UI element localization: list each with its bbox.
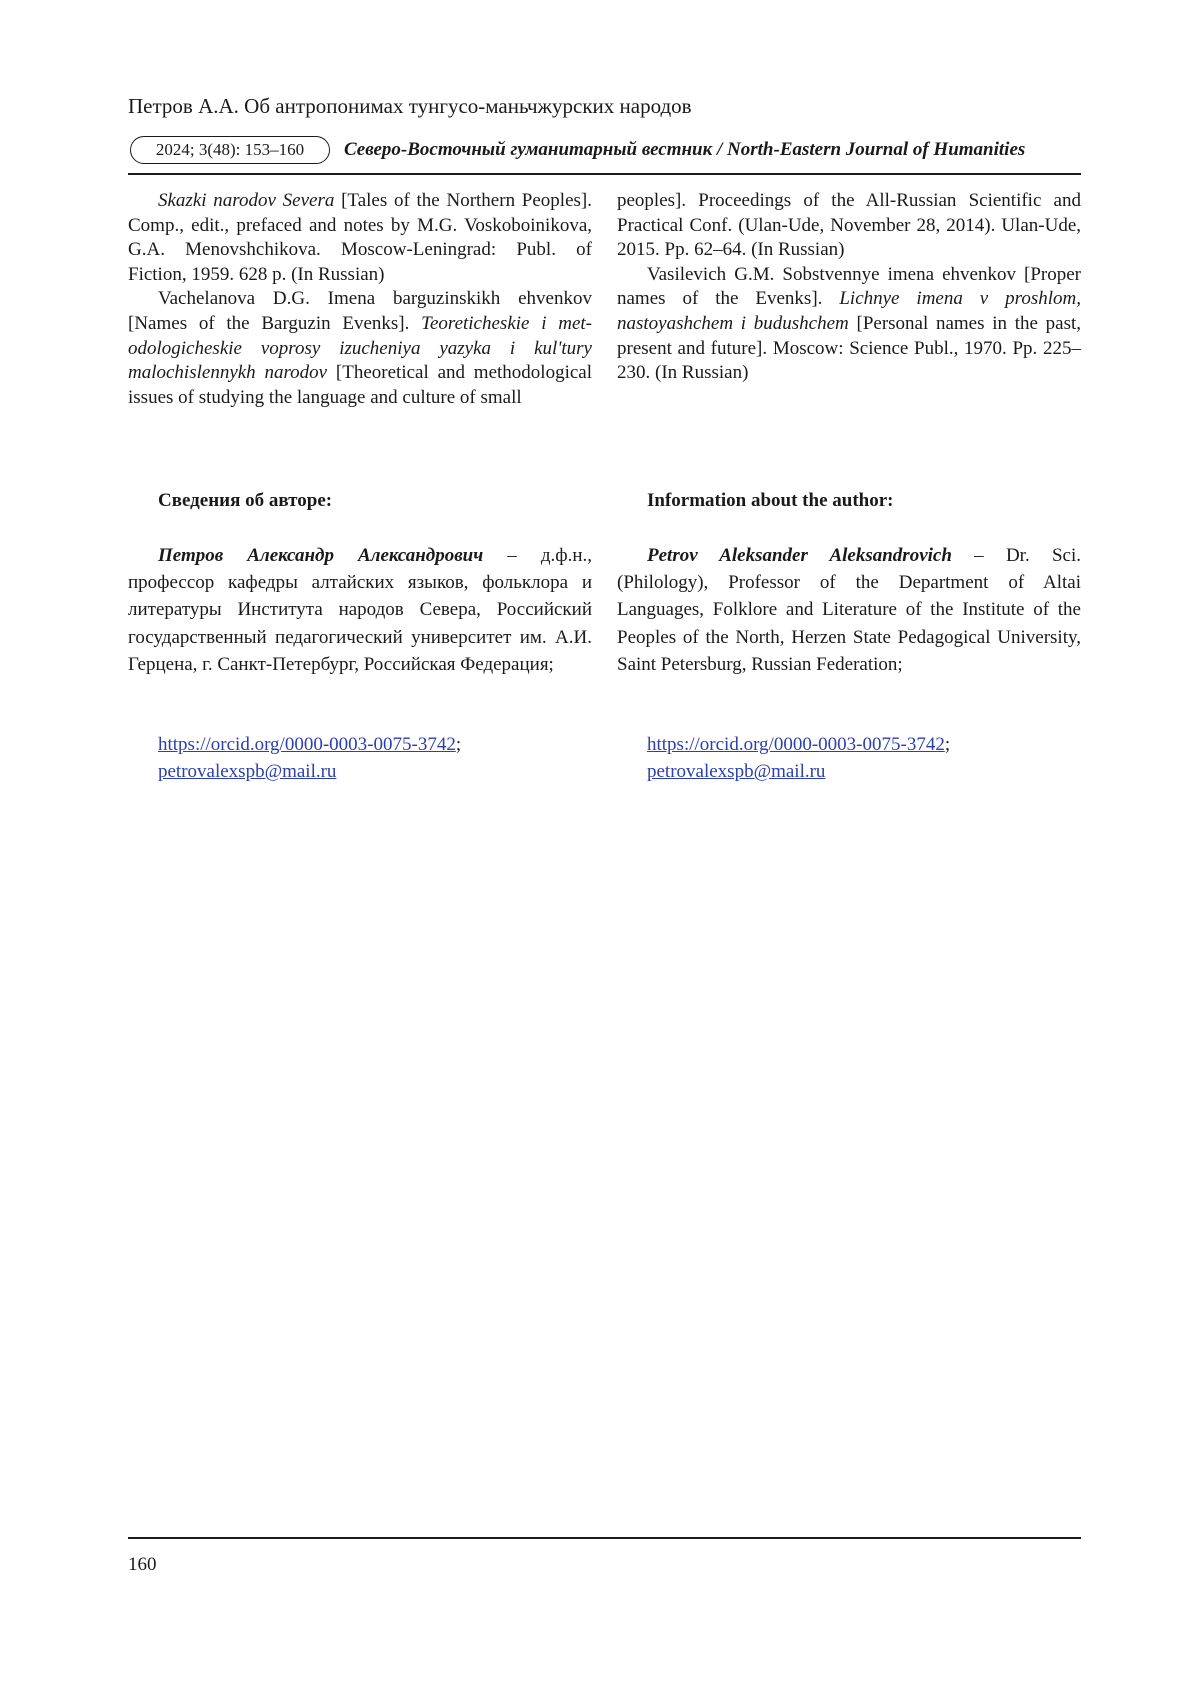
orcid-line-en (647, 731, 950, 758)
orcid-link-ru[interactable]: https://orcid.org/0000-0003-0075-3742 (158, 734, 456, 755)
reference-entry (617, 263, 1081, 386)
reference-entry (128, 189, 592, 287)
author-bio-ru (128, 542, 592, 678)
author-info-heading-ru: Сведения об авторе: (158, 490, 333, 511)
header-rule (128, 173, 1081, 175)
reference-text: peoples]. Proceedings of the All-Russian Scientific and Practical Conf. (Ulan-Ude, November 28, 2014). Ulan-Ude, 2015. Pp. 62–64. (In Russian) (617, 190, 1081, 261)
orcid-separator: ; (944, 734, 951, 755)
reference-title: Skazki narodov Severa (158, 190, 335, 211)
references-right-column (617, 189, 1081, 386)
reference-text: Vachelanova D.G. Imena barguzinskikh ehvenkov [Names of the Barguzin Evenks]. (128, 288, 592, 334)
reference-text: [Theoretical and methodological issues of studying the language and culture of small (128, 362, 592, 408)
author-details-en: – Dr. Sci. (Philology), Professor of the Department of Altai Languages, Folklore and Literature of the Institute of the Peoples of the North, Herzen State Pedagogical University, Saint Petersburg, Russian Federation; (617, 545, 1082, 675)
orcid-separator: ; (455, 734, 462, 755)
footer-rule (128, 1537, 1081, 1539)
author-name-ru: Петров Александр Александрович (158, 545, 484, 566)
journal-name: Северо-Восточный гуманитарный вестник / North-Eastern Journal of Humanities (344, 139, 1026, 160)
reference-entry-continuation (617, 189, 1081, 263)
author-info-heading-en: Information about the author: (647, 490, 894, 511)
orcid-link-en[interactable]: https://orcid.org/0000-0003-0075-3742 (647, 734, 945, 755)
email-line-en (647, 758, 950, 785)
author-details-ru: – д.ф.н., профессор кафедры алтайских языков, фольклора и литературы Института народов Севера, Российский государственный педагогический университет им. А.И. Герцена, г. Санкт-Петербург, Российская Федерация; (128, 545, 592, 675)
contacts-en (617, 731, 950, 785)
email-link-en[interactable]: petrovalexspb@mail.ru (647, 761, 826, 783)
author-info-en (617, 488, 1081, 678)
author-bio-en (617, 542, 1081, 678)
contacts-ru (128, 731, 461, 785)
author-info-ru (128, 488, 592, 678)
page-number: 160 (128, 1554, 157, 1575)
author-name-en: Petrov Aleksander Aleksandrovich (647, 545, 952, 566)
reference-title: Lichnye imena v proshlom, nastoyashchem i budushchem (617, 288, 1081, 334)
reference-entry (128, 287, 592, 410)
reference-text: Vasilevich G.M. Sobstvennye imena ehvenkov [Proper names of the Evenks]. (617, 263, 1081, 310)
email-link-ru[interactable]: petrovalexspb@mail.ru (158, 761, 337, 783)
reference-text: [Tales of the Northern Peoples]. Comp., edit., prefaced and notes by M.G. Voskoboinikova, G.A. Menovshchikova. Moscow-Leningrad: Publ. of Fiction, 1959. 628 p. (In Russian) (128, 190, 592, 285)
issue-badge: 2024; 3(48): 153–160 (130, 136, 330, 164)
references-left-column (128, 189, 592, 410)
reference-title: Teoreticheskie i metodologicheskie voprosy izucheniya yazyka i kul'tury malochislennykh narodov (128, 312, 592, 384)
running-title: Петров А.А. Об антропонимах тунгусо-маньчжурских народов (128, 94, 692, 118)
email-line-ru (158, 758, 461, 785)
orcid-line-ru (158, 731, 461, 758)
reference-text: [Personal names in the past, present and future]. Moscow: Science Publ., 1970. Pp. 225–230. (In Russian) (617, 312, 1081, 384)
